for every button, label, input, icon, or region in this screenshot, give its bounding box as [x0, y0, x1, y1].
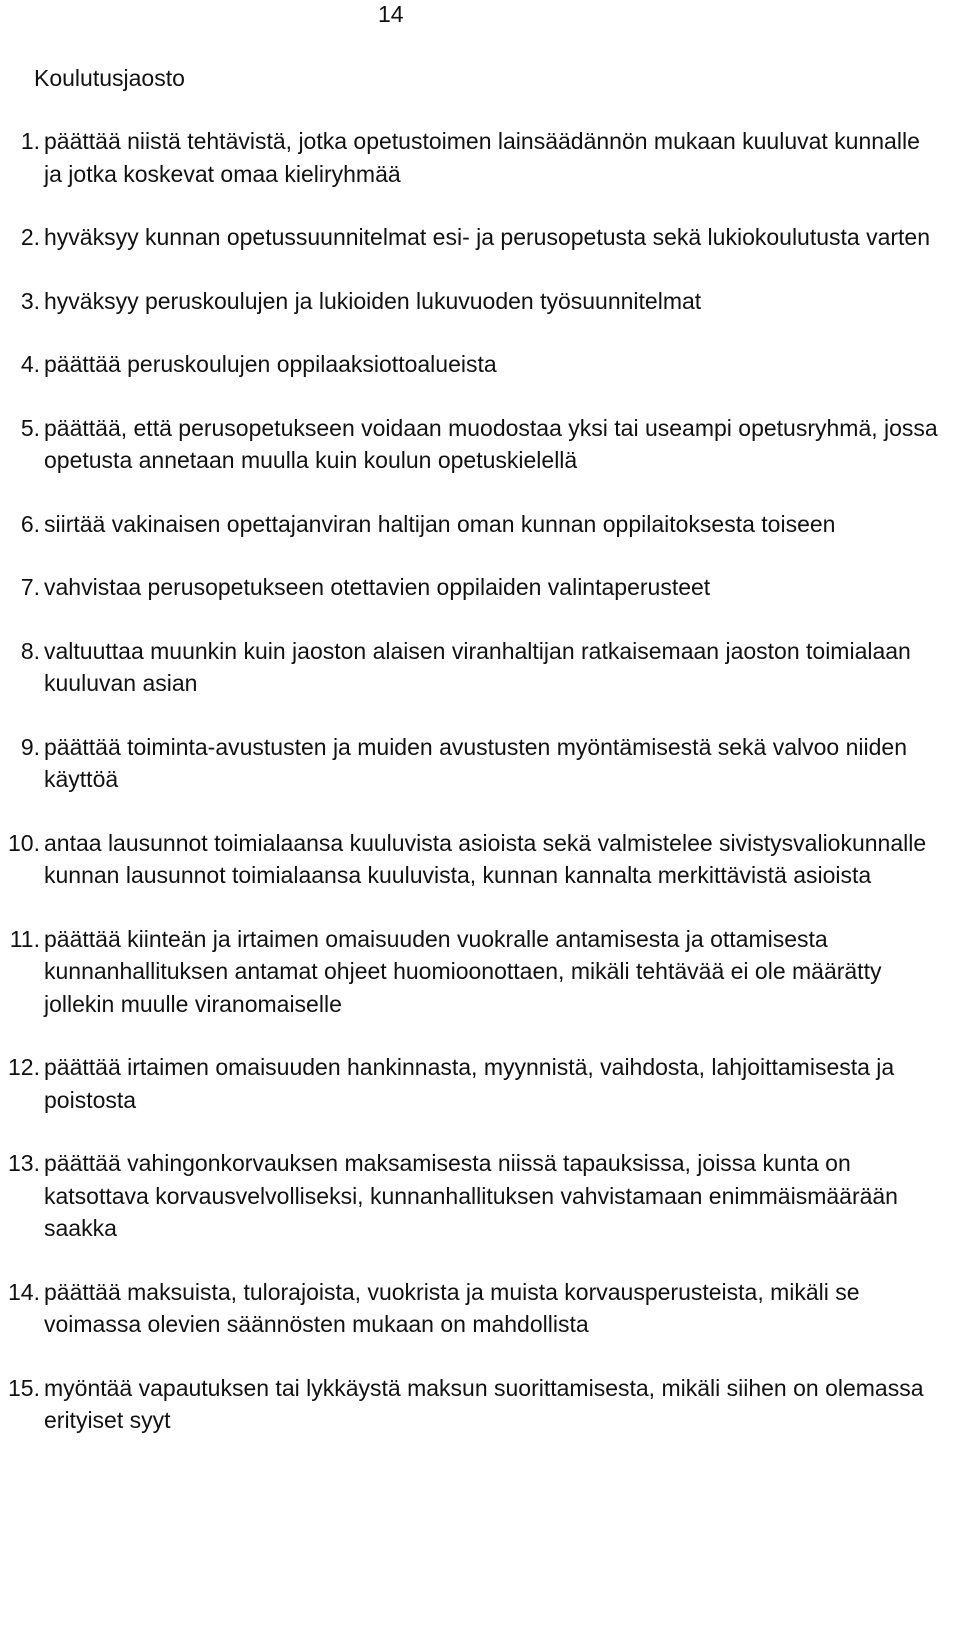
- list-item-text: siirtää vakinaisen opettajanviran haltijan oman kunnan oppilaitoksesta toiseen: [44, 510, 836, 537]
- list-item-text: päättää toiminta-avustusten ja muiden avustusten myöntämisestä sekä valvoo niiden käyttöä: [44, 733, 907, 792]
- list-item-number: 1.: [20, 128, 40, 154]
- list-item: [0, 635, 960, 700]
- list-item: [0, 348, 960, 381]
- list-item-text: päättää vahingonkorvauksen maksamisesta niissä tapauksissa, joissa kunta on katsottava korvausvelvolliseksi, kunnanhallituksen vahvistamaan enimmäismäärään saakka: [44, 1150, 898, 1241]
- list-item-number: 12.: [8, 1054, 40, 1080]
- list-item-text: hyväksyy peruskoulujen ja lukioiden lukuvuoden työsuunnitelmat: [44, 287, 702, 314]
- list-item-number: 14.: [8, 1278, 40, 1305]
- section-heading: Koulutusjaosto: [34, 65, 185, 91]
- list-item-number: 15.: [8, 1374, 40, 1401]
- list-item-text: päättää, että perusopetukseen voidaan muodostaa yksi tai useampi opetusryhmä, jossa opetusta annetaan muulla kuin koulun opetuskielellä: [44, 414, 938, 473]
- list-item-number: 5.: [20, 414, 40, 441]
- list-item-number: 6.: [20, 510, 40, 537]
- list-item-text: antaa lausunnot toimialaansa kuuluvista asioista sekä valmistelee sivistysvaliokunnalle kunnan lausunnot toimialaansa kuuluvista, kunnan kannalta merkittävistä asioista: [44, 829, 927, 888]
- list-item-text: päättää niistä tehtävistä, jotka opetustoimen lainsäädännön mukaan kuuluvat kunnalle ja jotka koskevat omaa kieliryhmää: [44, 128, 920, 187]
- list-item-number: 9.: [20, 733, 40, 760]
- list-item-text: päättää irtaimen omaisuuden hankinnasta, myynnistä, vaihdosta, lahjoittamisesta ja poistosta: [44, 1054, 895, 1113]
- duties-list: [0, 125, 960, 1468]
- list-item: [0, 125, 960, 190]
- list-item: [0, 1372, 960, 1437]
- list-item: [0, 221, 960, 254]
- list-item-number: 10.: [8, 829, 40, 856]
- list-item-number: 2.: [20, 224, 40, 250]
- list-item: [0, 1276, 960, 1341]
- list-item-text: hyväksyy kunnan opetussuunnitelmat esi- ja perusopetusta sekä lukiokoulutusta varten: [44, 224, 931, 250]
- list-item: [0, 1051, 960, 1116]
- list-item: [0, 731, 960, 796]
- list-item-text: valtuuttaa muunkin kuin jaoston alaisen viranhaltijan ratkaisemaan jaoston toimialaan kuuluvan asian: [44, 637, 911, 696]
- list-item: [0, 1147, 960, 1245]
- list-item: [0, 923, 960, 1021]
- list-item-text: päättää maksuista, tulorajoista, vuokrista ja muista korvausperusteista, mikäli se voimassa olevien säännösten mukaan on mahdollista: [44, 1278, 860, 1337]
- list-item-number: 7.: [20, 574, 40, 600]
- list-item: [0, 285, 960, 318]
- page-number: 14: [378, 1, 404, 27]
- list-item-number: 13.: [8, 1150, 40, 1176]
- list-item-text: päättää kiinteän ja irtaimen omaisuuden vuokralle antamisesta ja ottamisesta kunnanhallituksen antamat ohjeet huomioonottaen, mikäli tehtävää ei ole määrätty jollekin muulle viranomaiselle: [44, 925, 882, 1017]
- list-item: [0, 571, 960, 604]
- list-item: [0, 412, 960, 477]
- list-item-text: vahvistaa perusopetukseen otettavien oppilaiden valintaperusteet: [44, 574, 711, 600]
- list-item-text: myöntää vapautuksen tai lykkäystä maksun suorittamisesta, mikäli siihen on olemassa erityiset syyt: [44, 1374, 924, 1433]
- list-item-number: 11.: [9, 925, 40, 952]
- list-item-text: päättää peruskoulujen oppilaaksiottoalueista: [44, 351, 497, 377]
- list-item-number: 3.: [20, 287, 40, 314]
- list-item-number: 4.: [20, 351, 40, 377]
- list-item: [0, 827, 960, 892]
- list-item-number: 8.: [20, 637, 40, 664]
- list-item: [0, 508, 960, 541]
